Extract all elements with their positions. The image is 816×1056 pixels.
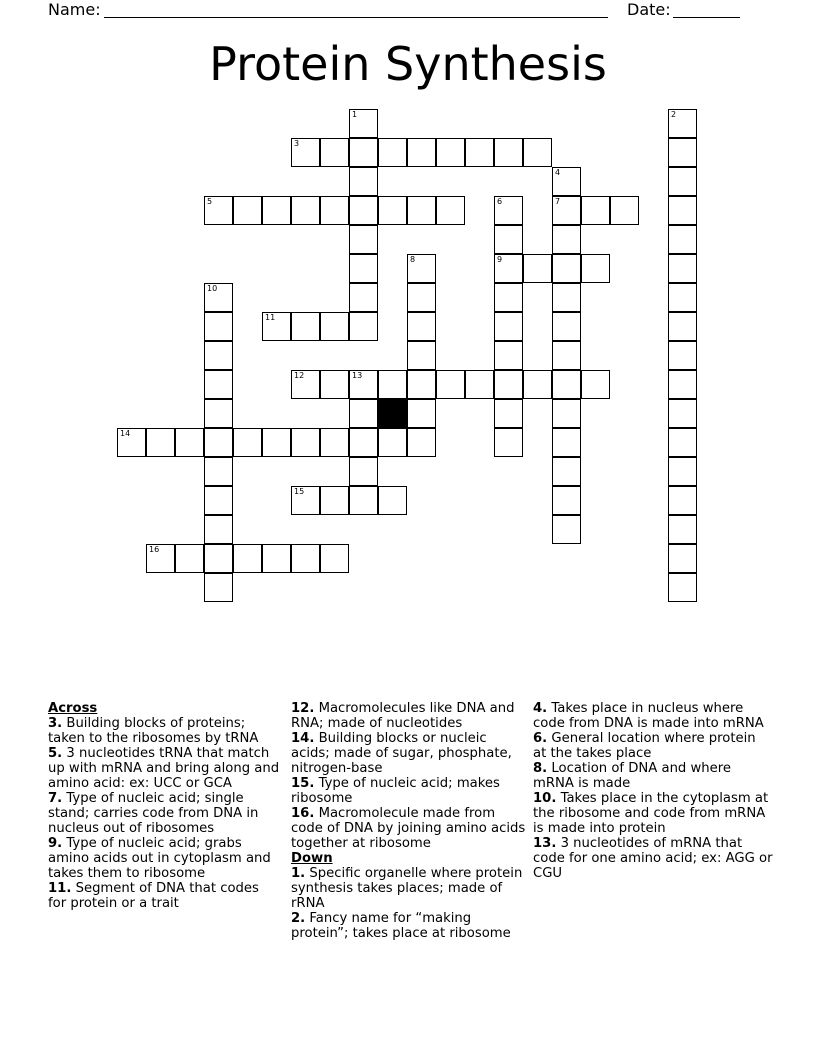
grid-cell[interactable] (668, 515, 697, 544)
clue-down-2: 2. Fancy name for “making protein”; takes place at ribosome (291, 911, 511, 941)
grid-cell[interactable] (552, 254, 581, 283)
grid-cell[interactable] (262, 312, 291, 341)
grid-cell[interactable] (668, 167, 697, 196)
name-label: Name: (48, 0, 101, 19)
grid-cell[interactable] (320, 544, 349, 573)
grid-cell[interactable] (552, 486, 581, 515)
grid-cell[interactable] (552, 167, 581, 196)
cell-number: 2 (671, 110, 677, 119)
grid-cell[interactable] (349, 457, 378, 486)
grid-cell[interactable] (523, 370, 552, 399)
grid-cell[interactable] (668, 486, 697, 515)
clue-down-8: 8. Location of DNA and where mRNA is made (533, 761, 731, 791)
grid-cell[interactable] (668, 544, 697, 573)
cell-number: 13 (352, 371, 363, 380)
grid-cell[interactable] (204, 312, 233, 341)
grid-cell[interactable] (552, 312, 581, 341)
grid-cell[interactable] (349, 370, 378, 399)
grid-cell[interactable] (291, 312, 320, 341)
grid-cell[interactable] (117, 428, 146, 457)
grid-cell[interactable] (407, 399, 436, 428)
grid-cell[interactable] (407, 254, 436, 283)
grid-cell[interactable] (320, 370, 349, 399)
grid-cell[interactable] (204, 399, 233, 428)
grid-cell[interactable] (378, 486, 407, 515)
clues-column-3 (533, 701, 773, 881)
cell-number: 3 (294, 139, 300, 148)
grid-cell[interactable] (494, 138, 523, 167)
grid-cell[interactable] (552, 457, 581, 486)
grid-cell[interactable] (320, 486, 349, 515)
clue-across-16: 16. Macromolecule made from code of DNA by joining amino acids together at ribosome (291, 806, 526, 851)
grid-cell[interactable] (349, 167, 378, 196)
grid-cell[interactable] (552, 225, 581, 254)
grid-cell[interactable] (349, 399, 378, 428)
grid-cell[interactable] (552, 196, 581, 225)
grid-cell[interactable] (523, 138, 552, 167)
grid-cell[interactable] (291, 370, 320, 399)
grid-cell[interactable] (204, 544, 233, 573)
grid-cell[interactable] (552, 515, 581, 544)
grid-cell[interactable] (175, 544, 204, 573)
grid-cell[interactable] (349, 428, 378, 457)
clue-across-15: 15. Type of nucleic acid; makes ribosome (291, 776, 500, 806)
grid-cell[interactable] (233, 544, 262, 573)
grid-cell[interactable] (407, 341, 436, 370)
grid-cell[interactable] (349, 254, 378, 283)
down-heading: Down (291, 851, 333, 866)
grid-cell[interactable] (494, 370, 523, 399)
cell-number: 5 (207, 197, 213, 206)
grid-cell[interactable] (175, 428, 204, 457)
clue-down-1: 1. Specific organelle where protein synthesis takes places; made of rRNA (291, 866, 523, 911)
grid-cell[interactable] (233, 196, 262, 225)
grid-cell[interactable] (407, 428, 436, 457)
grid-cell[interactable] (465, 138, 494, 167)
grid-cell[interactable] (204, 283, 233, 312)
clue-across-9: 9. Type of nucleic acid; grabs amino acids out in cytoplasm and takes them to ribosome (48, 836, 271, 881)
cell-number: 10 (207, 284, 218, 293)
grid-cell[interactable] (204, 196, 233, 225)
grid-cell[interactable] (581, 254, 610, 283)
clue-down-6: 6. General location where protein at the takes place (533, 731, 756, 761)
cell-number: 6 (497, 197, 503, 206)
grid-cell[interactable] (146, 544, 175, 573)
cell-number: 9 (497, 255, 503, 264)
grid-cell[interactable] (494, 196, 523, 225)
grid-cell[interactable] (407, 196, 436, 225)
grid-cell[interactable] (320, 312, 349, 341)
grid-cell[interactable] (204, 341, 233, 370)
clue-across-5: 5. 3 nucleotides tRNA that match up with mRNA and bring along and amino acid: ex: UCC or GCA (48, 746, 280, 791)
grid-cell[interactable] (581, 370, 610, 399)
grid-cell[interactable] (494, 283, 523, 312)
clue-across-12: 12. Macromolecules like DNA and RNA; made of nucleotides (291, 701, 515, 731)
grid-cell[interactable] (233, 428, 262, 457)
grid-cell[interactable] (262, 544, 291, 573)
grid-cell[interactable] (494, 399, 523, 428)
cell-number: 14 (120, 429, 131, 438)
grid-cell[interactable] (668, 312, 697, 341)
grid-cell[interactable] (204, 457, 233, 486)
grid-cell[interactable] (668, 399, 697, 428)
grid-cell[interactable] (494, 341, 523, 370)
grid-cell[interactable] (552, 370, 581, 399)
grid-cell[interactable] (436, 196, 465, 225)
blocked-cell (378, 399, 407, 428)
across-heading: Across (48, 701, 98, 716)
grid-cell[interactable] (465, 370, 494, 399)
grid-cell[interactable] (378, 196, 407, 225)
grid-cell[interactable] (320, 138, 349, 167)
grid-cell[interactable] (552, 341, 581, 370)
cell-number: 4 (555, 168, 561, 177)
clue-down-4: 4. Takes place in nucleus where code from DNA is made into mRNA (533, 701, 764, 731)
grid-cell[interactable] (668, 254, 697, 283)
clue-across-3: 3. Building blocks of proteins; taken to the ribosomes by tRNA (48, 716, 259, 746)
grid-cell[interactable] (581, 196, 610, 225)
grid-cell[interactable] (204, 515, 233, 544)
grid-cell[interactable] (291, 196, 320, 225)
grid-cell[interactable] (146, 428, 175, 457)
grid-cell[interactable] (668, 283, 697, 312)
grid-cell[interactable] (291, 486, 320, 515)
clues-column-1 (48, 701, 280, 911)
grid-cell[interactable] (668, 196, 697, 225)
grid-cell[interactable] (668, 370, 697, 399)
grid-cell[interactable] (320, 428, 349, 457)
grid-cell[interactable] (349, 225, 378, 254)
grid-cell[interactable] (407, 312, 436, 341)
grid-cell[interactable] (668, 428, 697, 457)
grid-cell[interactable] (610, 196, 639, 225)
grid-cell[interactable] (668, 138, 697, 167)
clue-across-7: 7. Type of nucleic acid; single stand; carries code from DNA in nucleus out of ribosomes (48, 791, 259, 836)
grid-cell[interactable] (291, 428, 320, 457)
grid-cell[interactable] (407, 138, 436, 167)
page-title: Protein Synthesis (209, 37, 607, 91)
cell-number: 12 (294, 371, 305, 380)
clue-down-10: 10. Takes place in the cytoplasm at the ribosome and code from mRNA is made into protein (533, 791, 769, 836)
grid-cell[interactable] (494, 225, 523, 254)
date-label: Date: (627, 0, 671, 19)
clue-across-14: 14. Building blocks or nucleic acids; made of sugar, phosphate, nitrogen-base (291, 731, 512, 776)
grid-cell[interactable] (204, 573, 233, 602)
grid-cell[interactable] (494, 312, 523, 341)
grid-cell[interactable] (291, 544, 320, 573)
grid-cell[interactable] (494, 428, 523, 457)
cell-number: 15 (294, 487, 305, 496)
grid-cell[interactable] (262, 428, 291, 457)
grid-cell[interactable] (668, 457, 697, 486)
grid-cell[interactable] (349, 283, 378, 312)
grid-cell[interactable] (349, 138, 378, 167)
cell-number: 7 (555, 197, 561, 206)
grid-cell[interactable] (378, 428, 407, 457)
grid-cell[interactable] (378, 370, 407, 399)
cell-number: 8 (410, 255, 416, 264)
cell-number: 11 (265, 313, 276, 322)
grid-cell[interactable] (436, 138, 465, 167)
grid-cell[interactable] (407, 370, 436, 399)
grid-cell[interactable] (668, 341, 697, 370)
grid-cell[interactable] (378, 138, 407, 167)
clue-across-11: 11. Segment of DNA that codes for protein or a trait (48, 881, 259, 911)
grid-cell[interactable] (523, 254, 552, 283)
grid-cell[interactable] (407, 283, 436, 312)
cell-number: 16 (149, 545, 160, 554)
grid-cell[interactable] (552, 283, 581, 312)
grid-cell[interactable] (320, 196, 349, 225)
grid-cell[interactable] (436, 370, 465, 399)
grid-cell[interactable] (262, 196, 291, 225)
grid-cell[interactable] (204, 370, 233, 399)
cell-number: 1 (352, 110, 358, 119)
grid-cell[interactable] (291, 138, 320, 167)
grid-cell[interactable] (349, 196, 378, 225)
grid-cell[interactable] (494, 254, 523, 283)
clues-column-2 (291, 701, 527, 941)
grid-cell[interactable] (349, 312, 378, 341)
grid-cell[interactable] (204, 428, 233, 457)
grid-cell[interactable] (349, 109, 378, 138)
grid-cell[interactable] (349, 486, 378, 515)
grid-cell[interactable] (668, 225, 697, 254)
grid-cell[interactable] (668, 573, 697, 602)
grid-cell[interactable] (552, 399, 581, 428)
grid-cell[interactable] (204, 486, 233, 515)
grid-cell[interactable] (668, 109, 697, 138)
grid-cell[interactable] (552, 428, 581, 457)
clue-down-13: 13. 3 nucleotides of mRNA that code for one amino acid; ex: AGG or CGU (533, 836, 773, 881)
